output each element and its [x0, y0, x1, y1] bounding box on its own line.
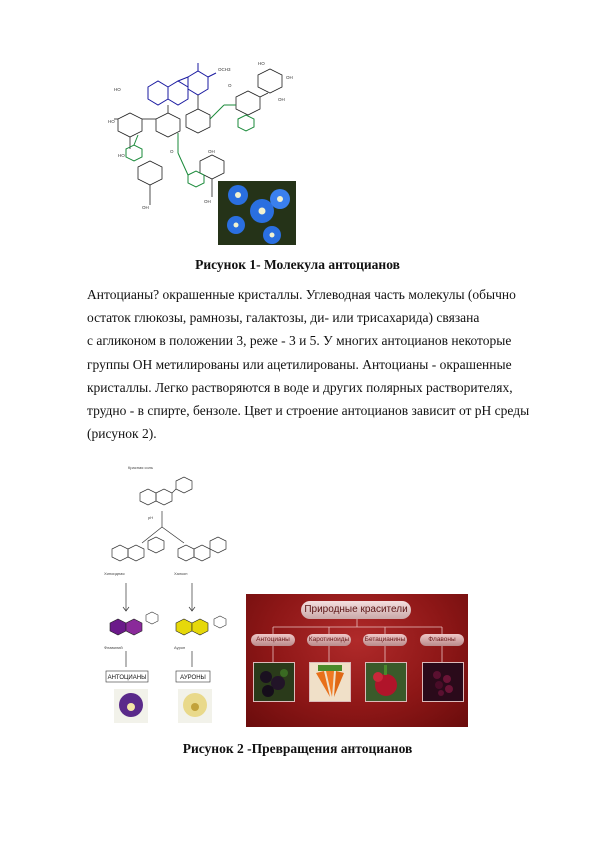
dye-category-anthocyanins: Антоцианы [251, 634, 295, 646]
anthocyanin-transformation-scheme [92, 463, 242, 731]
natural-dyes-diagram [246, 594, 468, 727]
label-aurones: АУРОНЫ [180, 675, 206, 681]
svg-text:O: O [170, 149, 174, 154]
dark-berries-photo [422, 662, 464, 702]
berries-photo [253, 662, 295, 702]
svg-text:HO: HO [118, 153, 125, 158]
svg-text:OH: OH [286, 75, 293, 80]
paragraph-line: Антоцианы? окрашенные кристаллы. Углеводная часть молекулы (обычно [87, 287, 516, 302]
svg-text:Аурон: Аурон [174, 645, 186, 650]
svg-text:Халкон: Халкон [174, 571, 188, 576]
svg-text:OH: OH [142, 205, 149, 210]
dyes-connector-lines [246, 594, 468, 727]
paragraph-line: трудно - в спирте, бензоле. Цвет и строение антоцианов зависит от pH среды [87, 403, 530, 419]
dyes-title: Природные красители [301, 601, 411, 619]
morning-glory-flower-photo [218, 181, 296, 245]
dye-category-carotenoids: Каротиноиды [307, 634, 351, 646]
figure-2-caption: Рисунок 2 -Превращения антоцианов [182, 741, 413, 756]
body-paragraph [87, 283, 550, 445]
svg-text:Хиноидная: Хиноидная [104, 571, 125, 576]
figure-1-caption: Рисунок 1- Молекула антоцианов [195, 257, 400, 272]
paragraph-line: кристаллы. Легко растворяются в воде и других полярных растворителях, [87, 379, 513, 395]
paragraph-line: остаток глюкозы, рамнозы, галактозы, ди- или трисахарида) связана [87, 310, 480, 326]
svg-text:HO: HO [108, 119, 115, 124]
paragraph-line: группы ОН метилированы или ацетилированы. Антоцианы - окрашенные [87, 356, 512, 372]
flower-drawing [218, 181, 296, 245]
svg-text:HO: HO [258, 61, 265, 66]
svg-text:OH: OH [204, 199, 211, 204]
dye-category-betacyanins: Бетацианины [363, 634, 407, 646]
svg-text:Флавилий: Флавилий [104, 645, 123, 650]
svg-text:OH: OH [278, 97, 285, 102]
carrots-photo [309, 662, 351, 702]
dye-category-flavones: Флавоны [420, 634, 464, 646]
beet-photo [365, 662, 407, 702]
label-anthocyanins: АНТОЦИАНЫ [107, 675, 147, 681]
svg-text:HO: HO [114, 87, 121, 92]
svg-text:O: O [228, 83, 232, 88]
svg-text:Красная соль: Красная соль [128, 465, 154, 470]
svg-text:OCH3: OCH3 [218, 67, 231, 72]
paragraph-line: с агликоном в положении 3, реже - 3 и 5. У многих антоцианов некоторые [87, 333, 512, 349]
paragraph-line: (рисунок 2). [87, 426, 157, 442]
svg-text:OH: OH [208, 149, 215, 154]
svg-text:pH: pH [148, 515, 154, 520]
